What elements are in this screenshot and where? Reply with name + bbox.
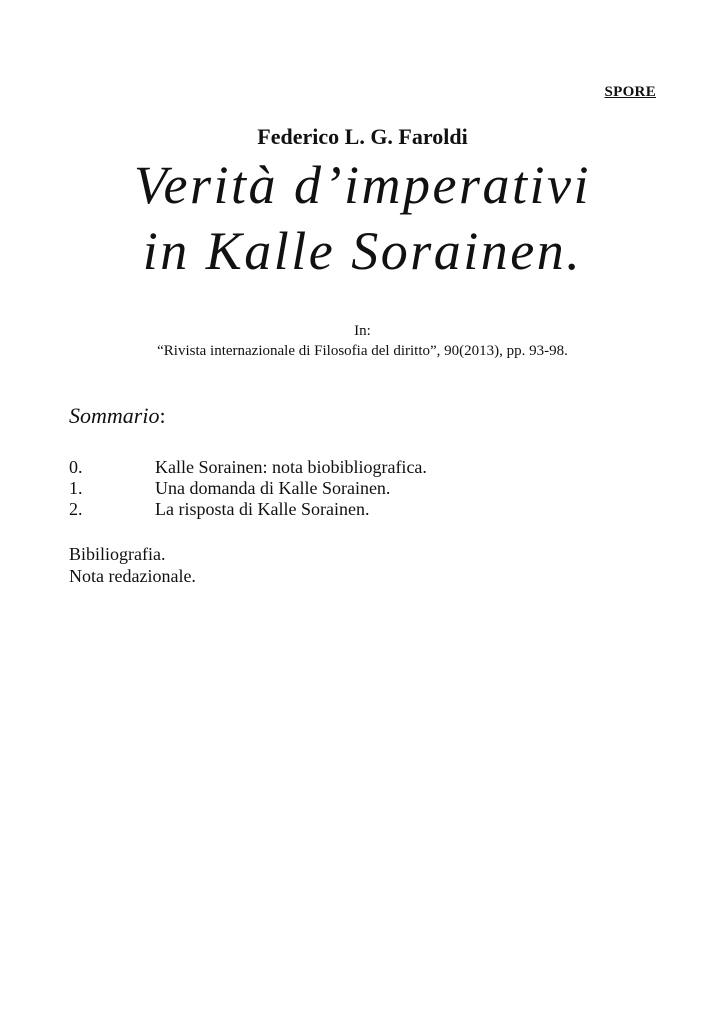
table-of-contents — [69, 457, 427, 520]
toc-item — [69, 499, 427, 520]
extra-sections — [69, 543, 196, 587]
bibliography-entry: Bibiliografia. — [69, 544, 166, 564]
summary-heading-word: Sommario — [69, 403, 160, 428]
title-line-1: Verità d’imperativi — [134, 155, 591, 215]
toc-item — [69, 478, 427, 499]
toc-item-number: 0. — [69, 457, 83, 477]
source-citation-block — [0, 321, 725, 361]
toc-item — [69, 457, 427, 478]
document-title — [0, 152, 725, 284]
series-label: SPORE — [604, 84, 656, 100]
toc-item-label: La risposta di Kalle Sorainen. — [155, 499, 370, 519]
toc-item-label: Kalle Sorainen: nota biobibliografica. — [155, 457, 427, 477]
author-name: Federico L. G. Faroldi — [257, 124, 468, 149]
editorial-note-entry: Nota redazionale. — [69, 566, 196, 586]
summary-heading — [69, 403, 166, 429]
toc-item-label: Una domanda di Kalle Sorainen. — [155, 478, 391, 498]
source-citation: “Rivista internazionale di Filosofia del diritto”, 90(2013), pp. 93-98. — [157, 343, 568, 359]
toc-item-number: 2. — [69, 499, 83, 519]
toc-item-number: 1. — [69, 478, 83, 498]
title-line-2: in Kalle Sorainen. — [142, 221, 583, 281]
source-prefix: In: — [354, 323, 371, 339]
summary-heading-colon: : — [159, 403, 166, 428]
